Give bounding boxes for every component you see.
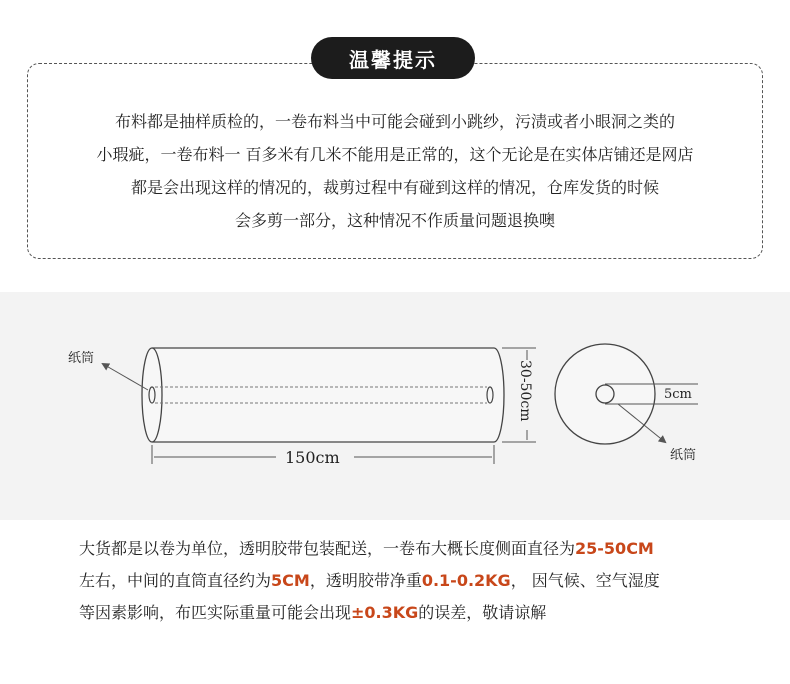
info-line-3 — [79, 597, 769, 629]
length-label: 150cm — [285, 448, 340, 467]
core-label: 5cm — [664, 387, 692, 402]
info-line-2 — [79, 565, 769, 597]
notice-line: 都是会出现这样的情况的，裁剪过程中有碰到这样的情况，仓库发货的时候 — [130, 178, 659, 197]
notice-line: 小瑕疵，一卷布料一 百多米有几米不能用是正常的，这个无论是在实体店铺还是网店 — [96, 145, 694, 164]
tube-pointer-left — [103, 364, 148, 390]
notice-title: 温馨提示 — [311, 37, 475, 79]
info-text: ， 因气候、空气湿度 — [510, 571, 660, 590]
tape-weight-highlight: 0.1-0.2KG — [421, 571, 511, 590]
info-text: 左右，中间的直筒直径约为 — [79, 571, 272, 590]
roll-side-view — [142, 348, 504, 442]
tube-label-left: 纸筒 — [68, 351, 95, 366]
roll-diagram-svg — [0, 292, 790, 520]
info-text: ，透明胶带净重 — [309, 571, 422, 590]
diameter-highlight: 25-50CM — [575, 539, 654, 558]
info-text: 大货都是以卷为单位，透明胶带包装配送，一卷布大概长度侧面直径为 — [79, 539, 576, 558]
shipping-info — [79, 533, 769, 629]
tube-label-right: 纸筒 — [670, 448, 697, 463]
weight-error-highlight: ±0.3KG — [351, 603, 419, 622]
notice-line: 会多剪一部分，这种情况不作质量问题退换噢 — [234, 211, 555, 230]
info-text: 等因素影响，布匹实际重量可能会出现 — [79, 603, 352, 622]
core-diameter-highlight: 5CM — [271, 571, 310, 590]
diameter-label: 30-50cm — [517, 360, 533, 422]
notice-text — [60, 105, 730, 237]
info-line-1 — [79, 533, 769, 565]
info-text: 的误差，敬请谅解 — [418, 603, 547, 622]
notice-line: 布料都是抽样质检的，一卷布料当中可能会碰到小跳纱，污渍或者小眼洞之类的 — [114, 112, 675, 131]
fabric-roll-diagram — [0, 292, 790, 520]
